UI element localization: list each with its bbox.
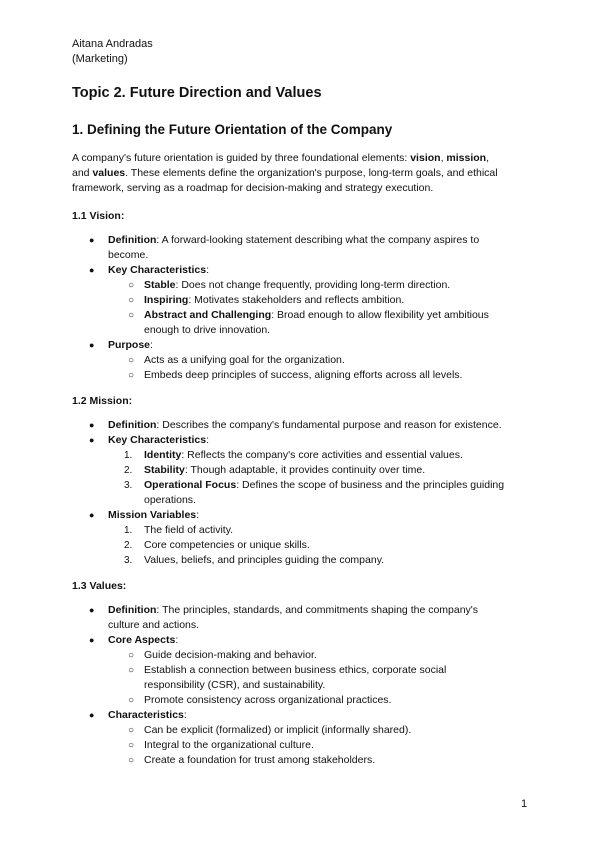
- sub-list-item: ○ Establish a connection between business ethics, corporate social: [128, 664, 447, 676]
- sub-bullet-icon: ○: [128, 695, 135, 706]
- list-item: ● Definition: Describes the company's fundamental purpose and reason for existence.: [89, 419, 502, 431]
- values-list: [72, 603, 532, 768]
- bullet-icon: ●: [89, 510, 95, 520]
- author-department: (Marketing): [72, 53, 128, 65]
- intro-paragraph: [72, 151, 532, 196]
- list-item: ● Key Characteristics:: [89, 264, 209, 276]
- sub-list-item: ○ Embeds deep principles of success, aligning efforts across all levels.: [128, 369, 463, 381]
- author-block: [72, 37, 153, 67]
- sub-list-item: ○ Inspiring: Motivates stakeholders and reflects ambition.: [128, 294, 405, 306]
- list-item: ● Definition: The principles, standards, and commitments shaping the company's: [89, 604, 479, 616]
- sub-bullet-icon: ○: [128, 650, 135, 661]
- sub-bullet-icon: ○: [128, 295, 135, 306]
- sub-bullet-icon: ○: [128, 740, 135, 751]
- list-item: ● Key Characteristics:: [89, 434, 209, 446]
- numbered-item: 2. Stability: Though adaptable, it provides continuity over time.: [124, 464, 426, 476]
- bullet-icon: ●: [89, 420, 95, 430]
- author-name: Aitana Andradas: [72, 38, 153, 50]
- sub-list-item: ○ Guide decision-making and behavior.: [128, 649, 317, 661]
- sub-list-item-continuation: responsibility (CSR), and sustainability.: [144, 679, 326, 691]
- sub-bullet-icon: ○: [128, 665, 135, 676]
- list-item: ● Mission Variables:: [89, 509, 200, 521]
- numbered-item: 1. Identity: Reflects the company's core activities and essential values.: [124, 449, 463, 461]
- sub-bullet-icon: ○: [128, 725, 135, 736]
- sub-list-item: ○ Integral to the organizational culture.: [128, 739, 314, 751]
- numbered-item-continuation: operations.: [144, 494, 196, 506]
- numbered-item: 3. Values, beliefs, and principles guiding the company.: [124, 554, 385, 566]
- vision-list: [72, 233, 532, 383]
- list-item-continuation: become.: [108, 249, 149, 261]
- page-number: 1: [521, 798, 528, 810]
- bullet-icon: ●: [89, 710, 95, 720]
- sub-list-item-continuation: enough to drive innovation.: [144, 324, 271, 336]
- sub-bullet-icon: ○: [128, 355, 135, 366]
- mission-heading: 1.2 Mission:: [72, 395, 133, 407]
- list-item: ● Purpose:: [89, 339, 153, 351]
- vision-heading: 1.1 Vision:: [72, 210, 125, 222]
- sub-list-item: ○ Promote consistency across organizational practices.: [128, 694, 392, 706]
- bullet-icon: ●: [89, 235, 95, 245]
- intro-line-3: framework, serving as a roadmap for decision-making and strategy execution.: [72, 182, 434, 194]
- list-item: ● Definition: A forward-looking statement describing what the company aspires to: [89, 234, 480, 246]
- intro-line-2: and values. These elements define the organization's purpose, long-term goals, and ethical: [72, 167, 498, 179]
- sub-list-item: ○ Abstract and Challenging: Broad enough to allow flexibility yet ambitious: [128, 309, 489, 321]
- values-heading: 1.3 Values:: [72, 580, 127, 592]
- sub-bullet-icon: ○: [128, 280, 135, 291]
- sub-bullet-icon: ○: [128, 310, 135, 321]
- list-item: ● Core Aspects:: [89, 634, 179, 646]
- bullet-icon: ●: [89, 605, 95, 615]
- intro-line-1: A company's future orientation is guided by three foundational elements: vision, mission,: [72, 152, 490, 164]
- list-item: ● Characteristics:: [89, 709, 187, 721]
- sub-bullet-icon: ○: [128, 370, 135, 381]
- bullet-icon: ●: [89, 340, 95, 350]
- document-title: Topic 2. Future Direction and Values: [72, 85, 322, 101]
- sub-list-item: ○ Acts as a unifying goal for the organization.: [128, 354, 345, 366]
- sub-list-item: ○ Can be explicit (formalized) or implicit (informally shared).: [128, 724, 412, 736]
- numbered-item: 2. Core competencies or unique skills.: [124, 539, 310, 551]
- bullet-icon: ●: [89, 635, 95, 645]
- bullet-icon: ●: [89, 265, 95, 275]
- numbered-item: 3. Operational Focus: Defines the scope of business and the principles guiding: [124, 479, 505, 491]
- bullet-icon: ●: [89, 435, 95, 445]
- section-heading: 1. Defining the Future Orientation of the Company: [72, 122, 393, 137]
- mission-list: [72, 418, 532, 568]
- sub-list-item: ○ Stable: Does not change frequently, providing long-term direction.: [128, 279, 451, 291]
- sub-bullet-icon: ○: [128, 755, 135, 766]
- numbered-item: 1. The field of activity.: [124, 524, 234, 536]
- sub-list-item: ○ Create a foundation for trust among stakeholders.: [128, 754, 376, 766]
- list-item-continuation: culture and actions.: [108, 619, 200, 631]
